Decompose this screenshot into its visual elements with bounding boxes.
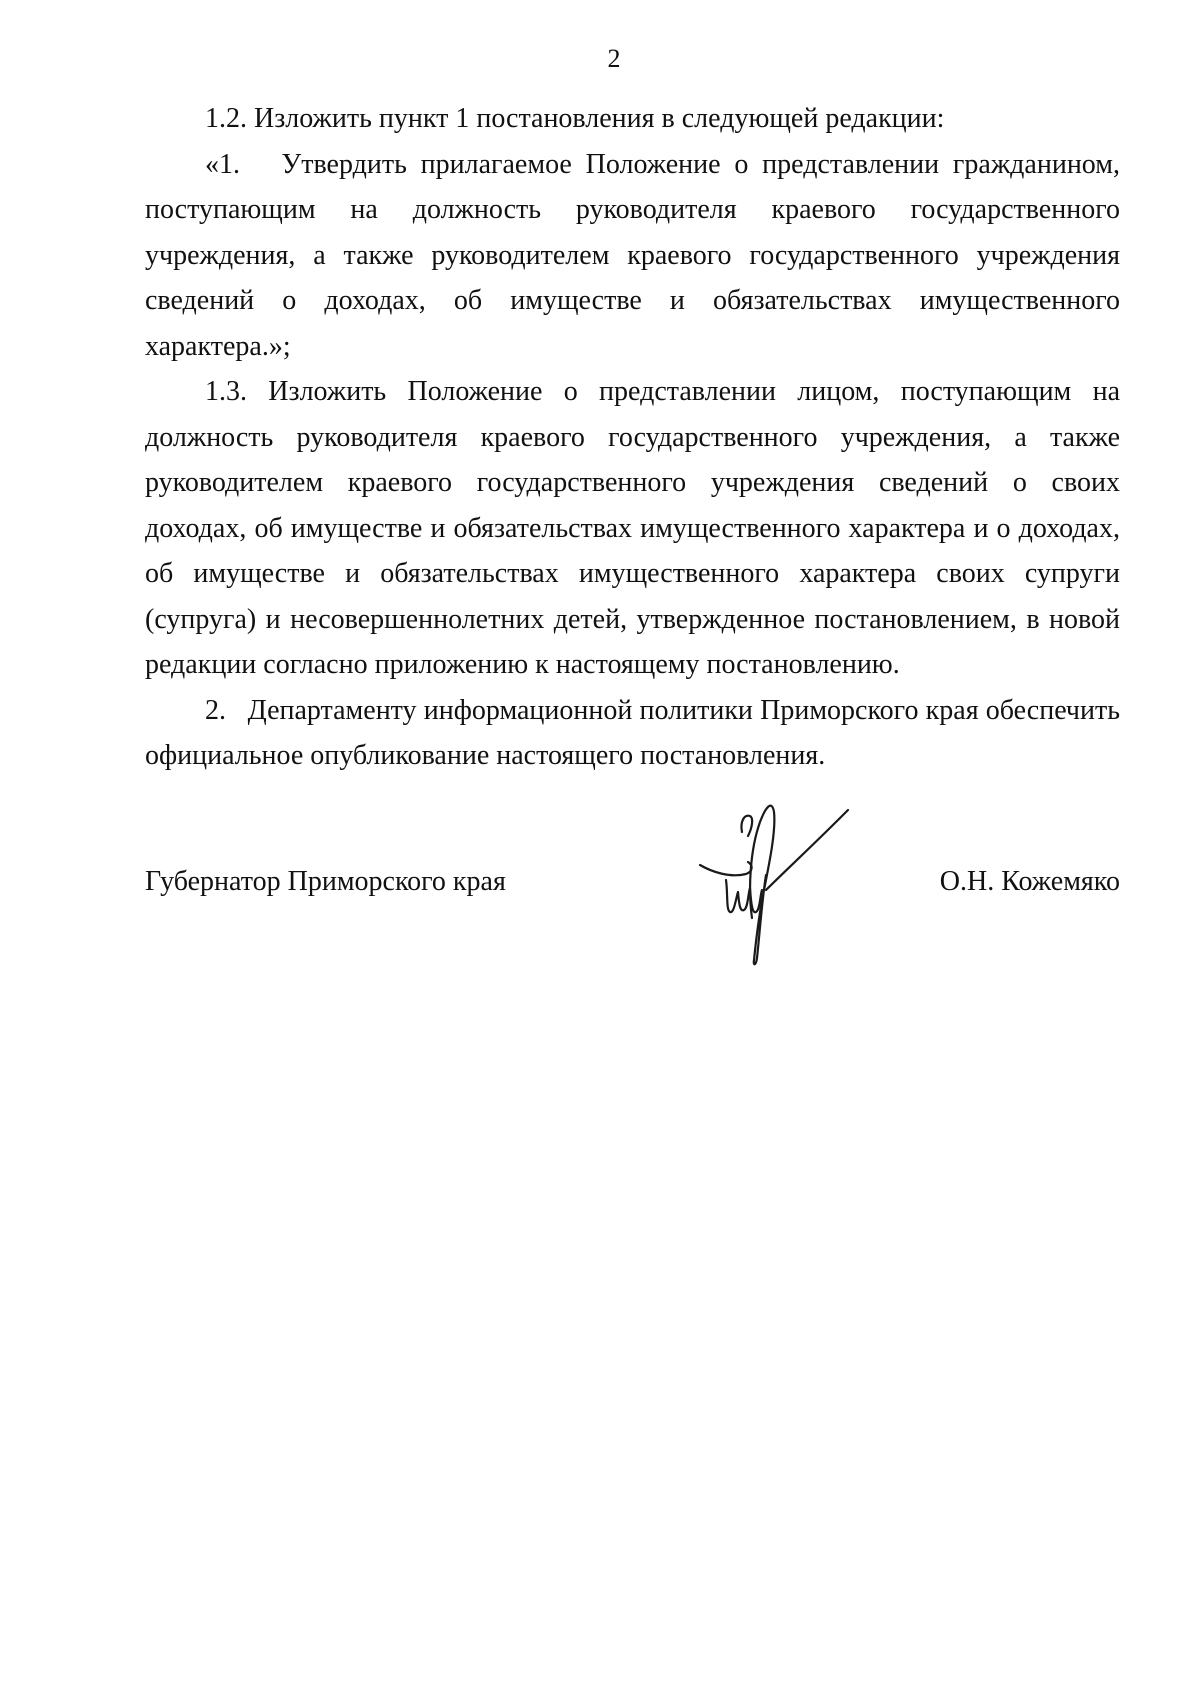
paragraph-1-2: 1.2. Изложить пункт 1 постановления в следующей редакции:	[205, 103, 945, 134]
signatory-name: О.Н. Кожемяко	[939, 866, 1120, 897]
paragraph-2: 2. Департаменту информационной политики Приморского края обеспечить официальное опубликование настоящего постановления.	[145, 694, 1120, 771]
paragraph-quoted-item-1: «1. Утвердить прилагаемое Положение о представлении гражданином, поступающим на должность руководителя краевого государственного учреждения, а также руководителем краевого государственного учреждения сведений о доходах, об имуществе и обязательствах имущественного характера.»;	[145, 148, 1120, 362]
page-number: 2	[607, 44, 621, 73]
signatory-title: Губернатор Приморского края	[145, 866, 506, 897]
signature-block	[145, 862, 1120, 902]
document-body	[145, 96, 1120, 779]
paragraph-1-3: 1.3. Изложить Положение о представлении лицом, поступающим на должность руководителя краевого государственного учреждения, а также руководителем краевого государственного учреждения сведений о своих доходах, об имуществе и обязательствах имущественного характера и о доходах, об имуществе и обязательствах имущественного характера своих супруги (супруга) и несовершеннолетних детей, утвержденное постановлением, в новой редакции согласно приложению к настоящему постановлению.	[145, 376, 1120, 680]
